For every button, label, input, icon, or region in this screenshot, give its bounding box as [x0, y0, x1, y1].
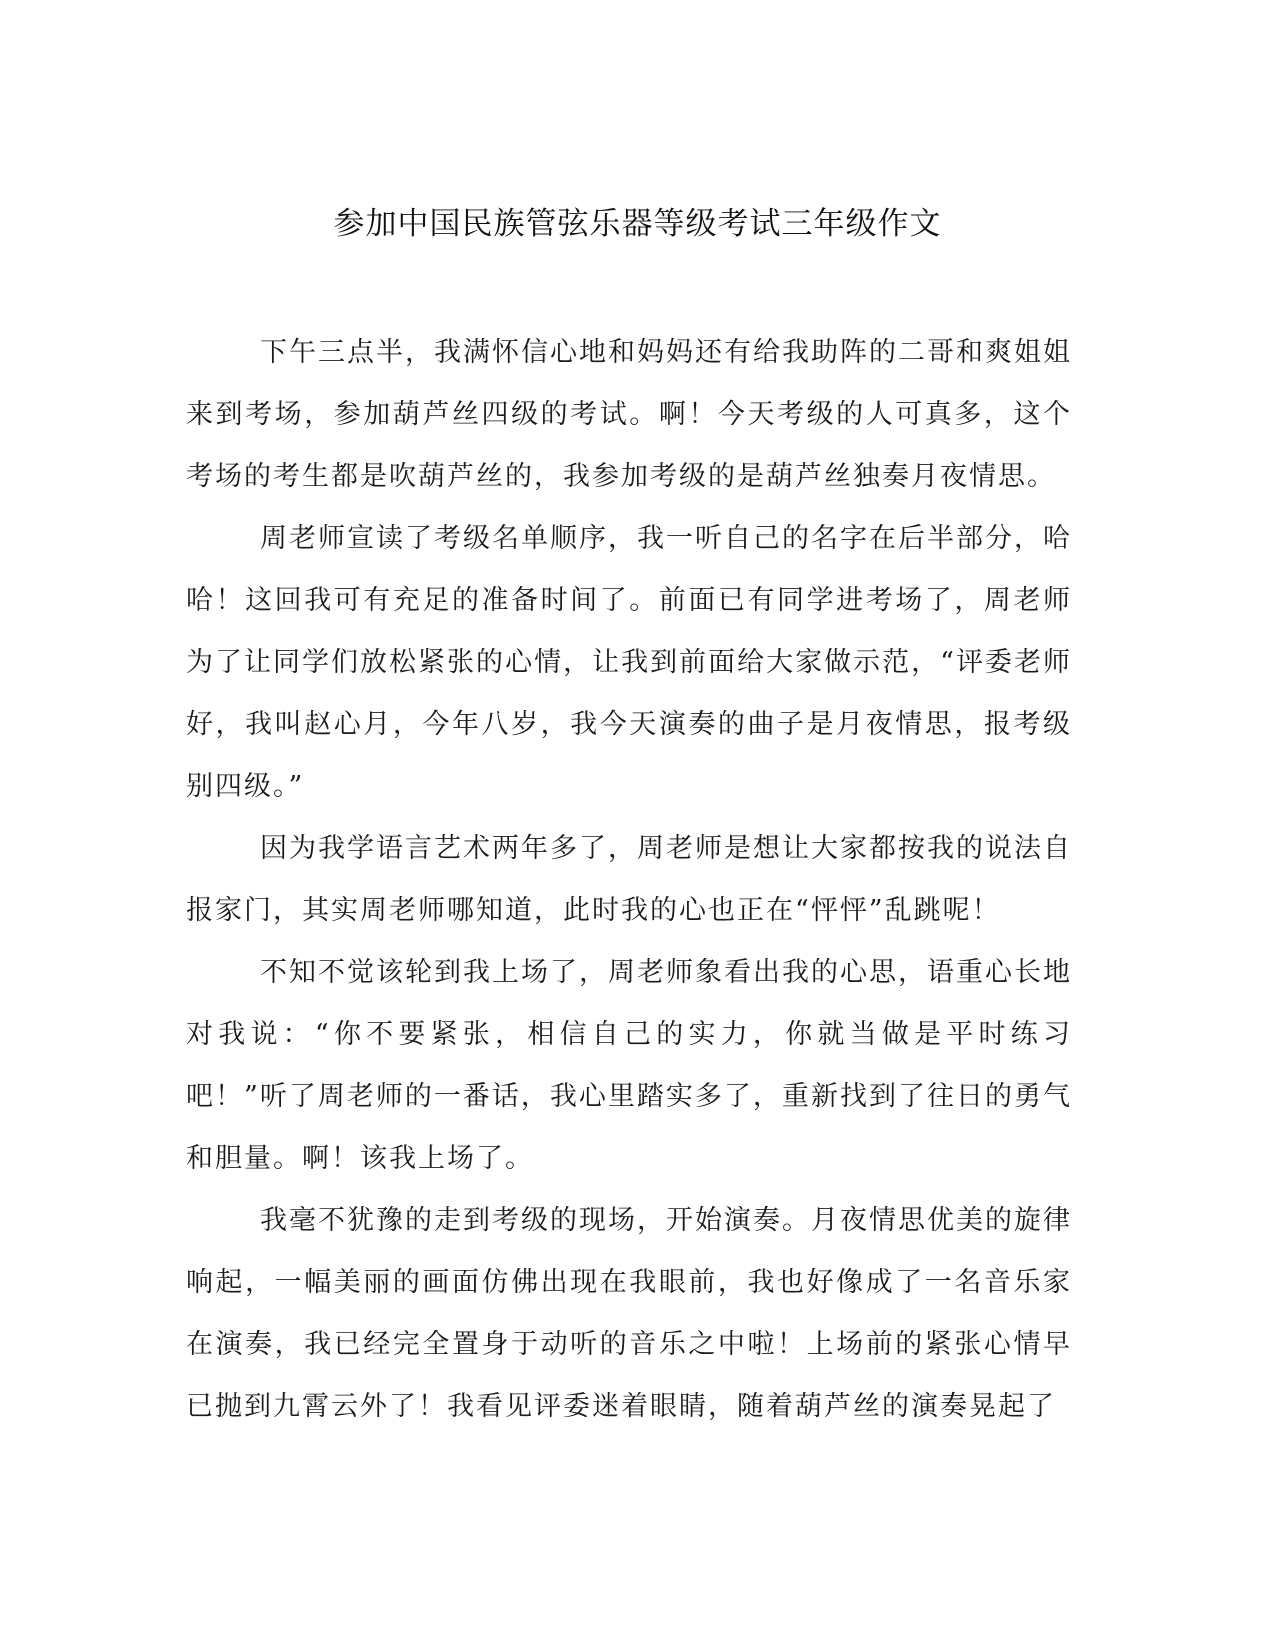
- document-body: [186, 322, 1072, 1438]
- paragraph: 因为我学语言艺术两年多了，周老师是想让大家都按我的说法自报家门，其实周老师哪知道，此时我的心也正在“怦怦”乱跳呢！: [186, 833, 1072, 926]
- paragraph: 周老师宣读了考级名单顺序，我一听自己的名字在后半部分，哈哈！这回我可有充足的准备时间了。前面已有同学进考场了，周老师为了让同学们放松紧张的心情，让我到前面给大家做示范，“评委老师好，我叫赵心月，今年八岁，我今天演奏的曲子是月夜情思，报考级别四级。”: [186, 523, 1072, 802]
- paragraph: 我毫不犹豫的走到考级的现场，开始演奏。月夜情思优美的旋律响起，一幅美丽的画面仿佛出现在我眼前，我也好像成了一名音乐家在演奏，我已经完全置身于动听的音乐之中啦！上场前的紧张心情早已抛到九霄云外了！我看见评委迷着眼睛，随着葫芦丝的演奏晃起了: [186, 1205, 1072, 1422]
- paragraph: 下午三点半，我满怀信心地和妈妈还有给我助阵的二哥和爽姐姐来到考场，参加葫芦丝四级的考试。啊！今天考级的人可真多，这个考场的考生都是吹葫芦丝的，我参加考级的是葫芦丝独奏月夜情思。: [186, 337, 1072, 492]
- document-title: 参加中国民族管弦乐器等级考试三年级作文: [333, 206, 942, 242]
- paragraph: 不知不觉该轮到我上场了，周老师象看出我的心思，语重心长地对我说：“你不要紧张，相信自己的实力，你就当做是平时练习吧！”听了周老师的一番话，我心里踏实多了，重新找到了往日的勇气和胆量。啊！该我上场了。: [186, 957, 1072, 1174]
